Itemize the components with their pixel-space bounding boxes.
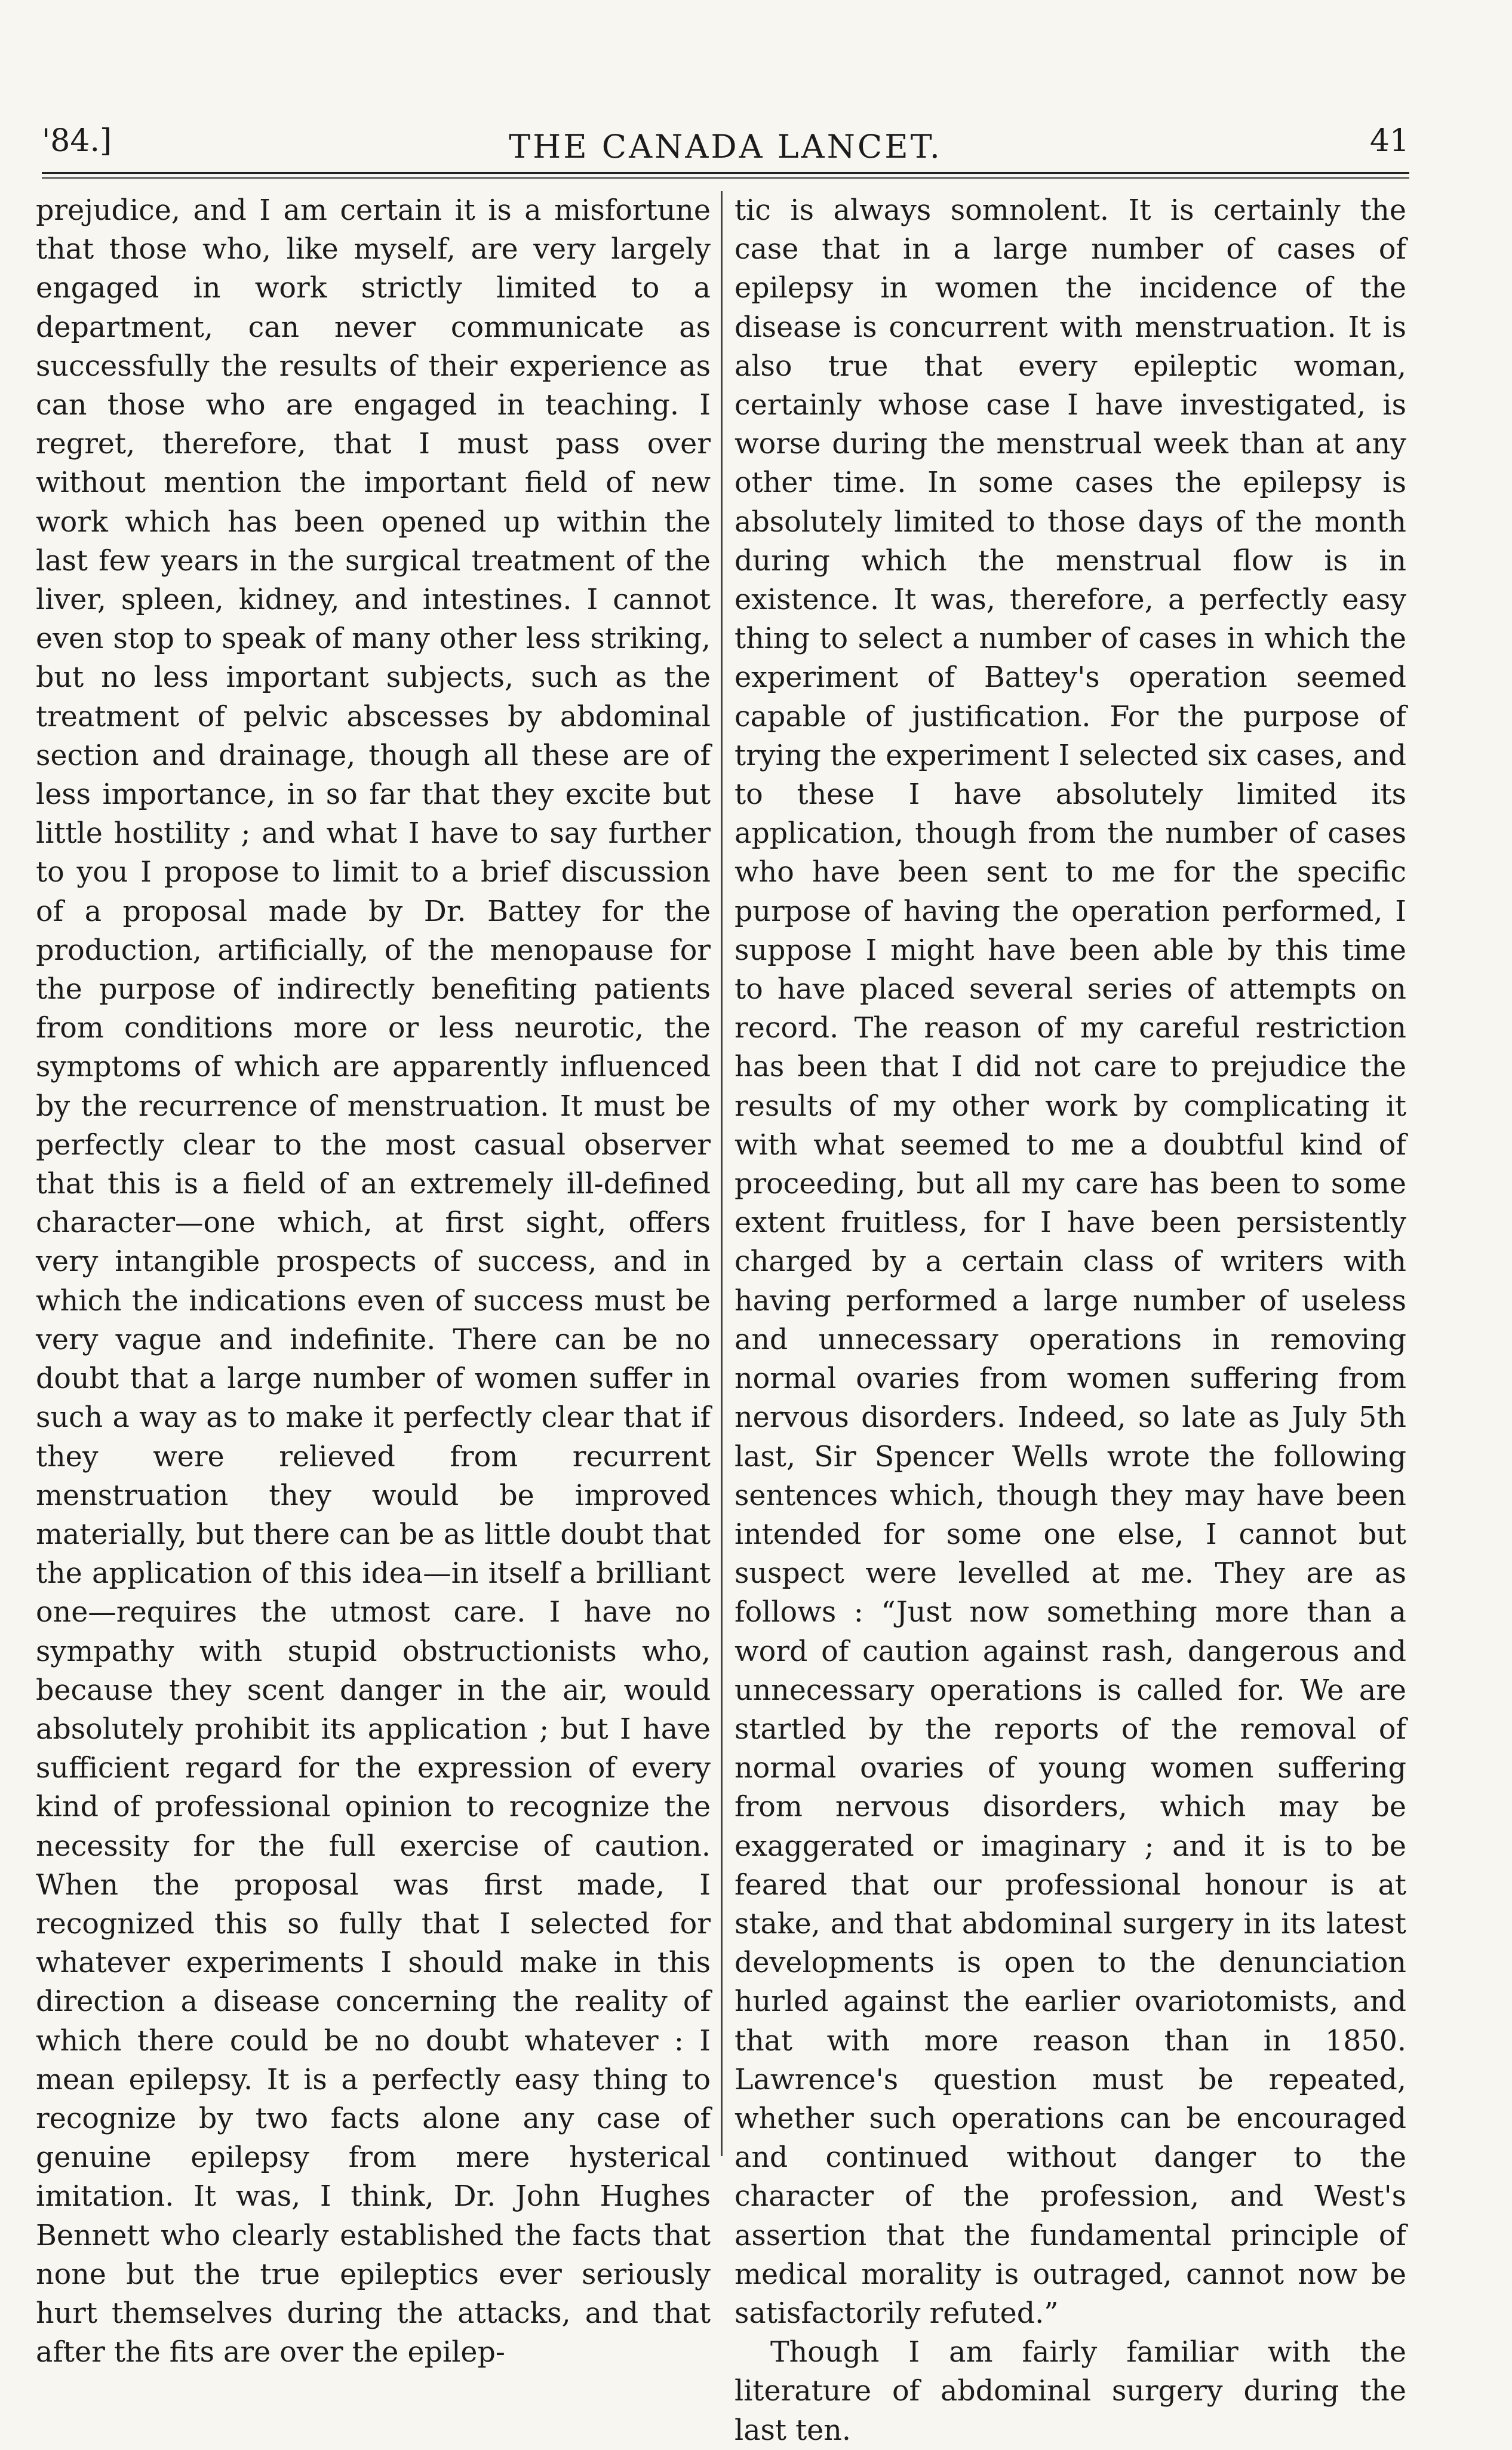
header-year: '84.] — [42, 123, 112, 159]
right-column — [735, 191, 1406, 2450]
header-rule-top — [42, 172, 1409, 174]
journal-title: THE CANADA LANCET. — [509, 128, 942, 165]
left-column — [36, 191, 711, 2372]
page-number: 41 — [1369, 123, 1409, 159]
right-paragraph-2: Though I am fairly familiar with the literature of abdominal surgery during the last ten. — [735, 2336, 1406, 2447]
header-rule-bottom — [42, 177, 1409, 179]
left-column-text: prejudice, and I am certain it is a misfortune that those who, like myself, are very largely engaged in work strictly limited to a department, can never communicate as successfully the results of their experience as can those who are engaged in teaching. I regret, therefore, that I must pass over without mention the important field of new work which has been opened up within the last few years in the surgical treatment of the liver, spleen, kidney, and intestines. I cannot even stop to speak of many other less striking, but no less important subjects, such as the treatment of pelvic abscesses by abdominal section and drainage, though all these are of less importance, in so far that they excite but little hostility ; and what I have to say further to you I propose to limit to a brief discussion of a proposal made by Dr. Battey for the production, artificially, of the menopause for the purpose of indirectly benefiting patients from conditions more or less neurotic, the symptoms of which are apparently influenced by the recurrence of menstruation. It must be perfectly clear to the most casual observer that this is a field of an extremely ill-defined character—one which, at first sight, offers very intangible prospects of success, and in which the indications even of success must be very vague and indefinite. There can be no doubt that a large number of women suffer in such a way as to make it perfectly clear that if they were relieved from recurrent menstruation they would be improved materially, but there can be as little doubt that the application of this idea—in itself a brilliant one—requires the utmost care. I have no sympathy with stupid obstructionists who, because they scent danger in the air, would absolutely prohibit its application ; but I have sufficient regard for the expression of every kind of professional opinion to recognize the necessity for the full exercise of caution. When the proposal was first made, I recognized this so fully that I selected for whatever experiments I should make in this direction a disease concerning the reality of which there could be no doubt whatever : I mean epilepsy. It is a perfectly easy thing to recognize by two facts alone any case of genuine epilepsy from mere hysterical imitation. It was, I think, Dr. John Hughes Bennett who clearly established the facts that none but the true epileptics ever seriously hurt themselves during the attacks, and that after the fits are over the epilep- — [36, 194, 711, 2369]
right-paragraph-1: tic is always somnolent. It is certainly the case that in a large number of cases of epilepsy in women the incidence of the disease is concurrent with menstruation. It is also true that every epileptic woman, certainly whose case I have investigated, is worse during the menstrual week than at any other time. In some cases the epilepsy is absolutely limited to those days of the month during which the menstrual flow is in existence. It was, therefore, a perfectly easy thing to select a number of cases in which the experiment of Battey's operation seemed capable of justification. For the purpose of trying the experiment I selected six cases, and to these I have absolutely limited its application, though from the number of cases who have been sent to me for the specific purpose of having the operation performed, I suppose I might have been able by this time to have placed several series of attempts on record. The reason of my careful restriction has been that I did not care to prejudice the results of my other work by complicating it with what seemed to me a doubtful kind of proceeding, but all my care has been to some extent fruitless, for I have been persistently charged by a certain class of writers with having performed a large number of useless and unnecessary operations in removing normal ovaries from women suffering from nervous disorders. Indeed, so late as July 5th last, Sir Spencer Wells wrote the following sentences which, though they may have been intended for some one else, I cannot but suspect were levelled at me. They are as follows : “Just now something more than a word of caution against rash, dangerous and unnecessary operations is called for. We are startled by the reports of the removal of normal ovaries of young women suffering from nervous disorders, which may be exaggerated or imaginary ; and it is to be feared that our professional honour is at stake, and that abdominal surgery in its latest developments is open to the denunciation hurled against the earlier ovariotomists, and that with more reason than in 1850. Lawrence's question must be repeated, whether such operations can be encouraged and continued without danger to the character of the profession, and West's assertion that the fundamental principle of medical morality is outraged, cannot now be satisfactorily refuted.” — [735, 194, 1406, 2330]
running-header — [42, 119, 1409, 173]
column-divider — [721, 191, 723, 2156]
